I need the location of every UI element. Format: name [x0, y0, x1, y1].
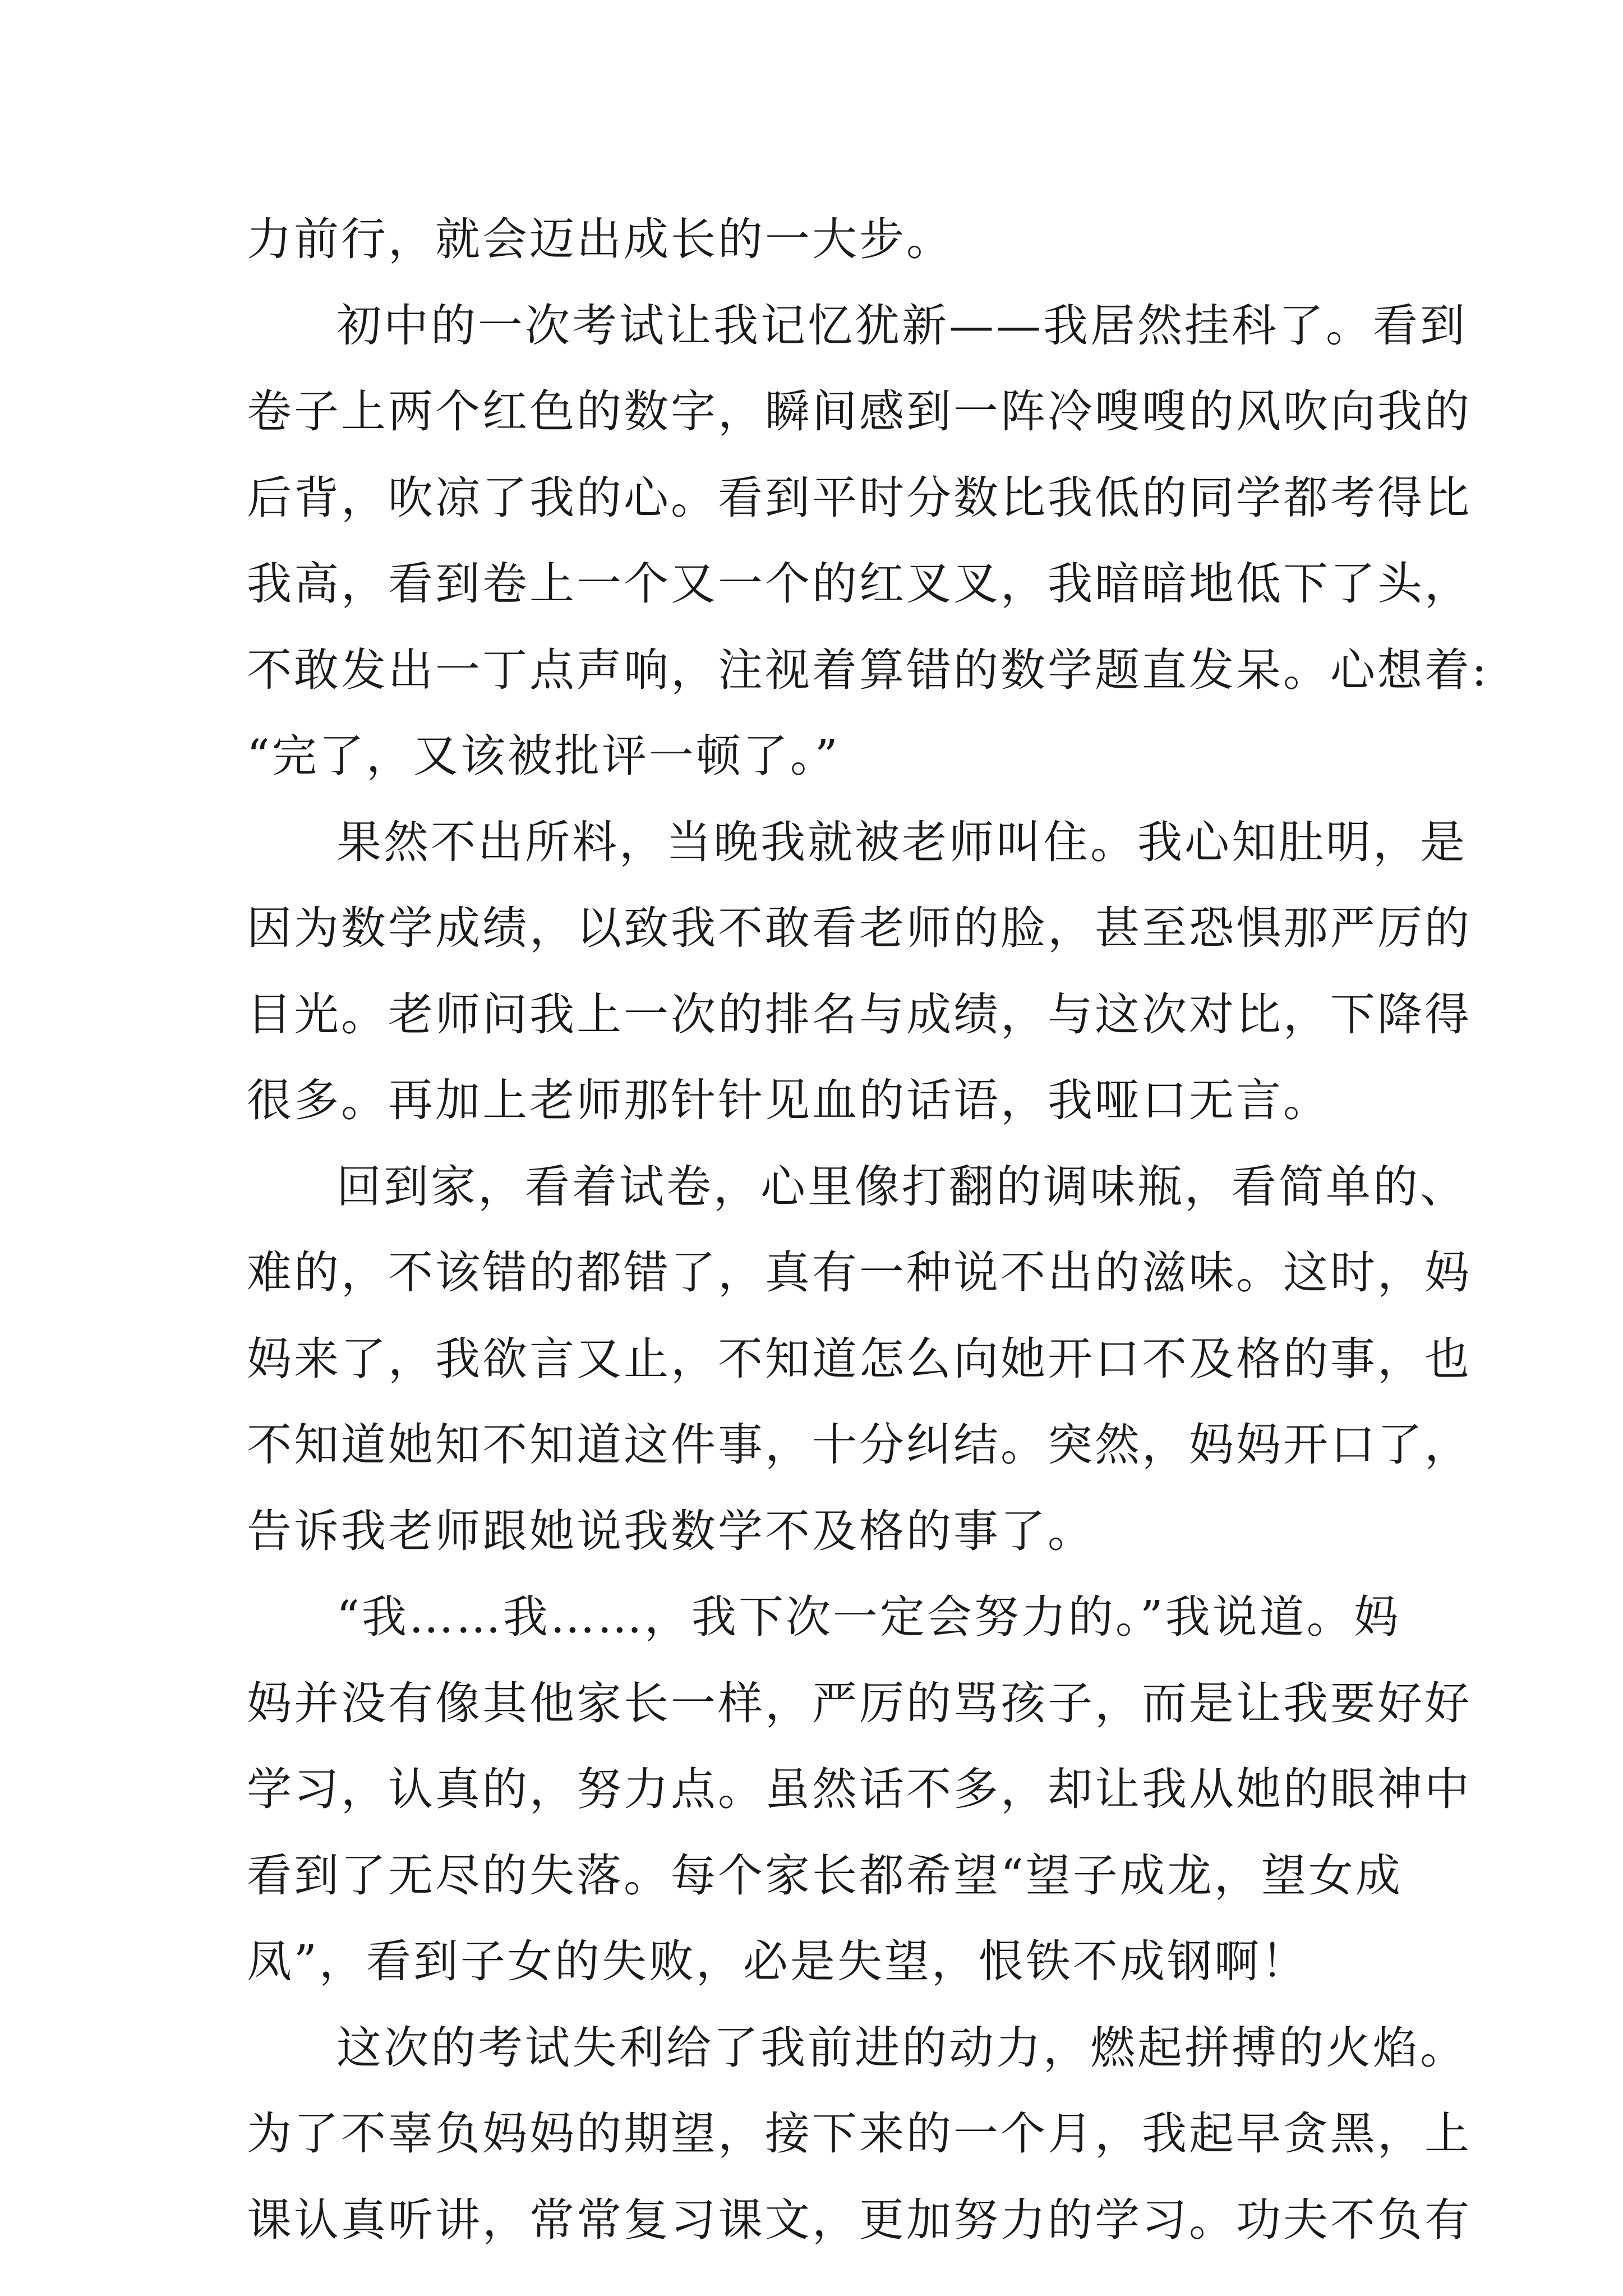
text-line: “完了，又该被批评一顿了。”	[247, 730, 840, 782]
text-line: 告诉我老师跟她说我数学不及格的事了。	[247, 1504, 1095, 1557]
text-line: 看到了无尽的失落。每个家长都希望“望子成龙，望女成	[247, 1849, 1403, 1902]
text-line: 妈来了，我欲言又止，不知道怎么向她开口不及格的事，也	[247, 1332, 1472, 1385]
text-line: 课认真听讲，常常复习课文，更加努力的学习。功夫不负有	[247, 2193, 1472, 2246]
text-line: 果然不出所料，当晚我就被老师叫住。我心知肚明，是	[336, 816, 1467, 868]
text-line: 不敢发出一丁点声响，注视着算错的数学题直发呆。心想着:	[247, 643, 1489, 696]
text-line: 难的，不该错的都错了，真有一种说不出的滋味。这时，妈	[247, 1246, 1472, 1299]
text-line: 妈并没有像其他家长一样，严厉的骂孩子，而是让我要好好	[247, 1677, 1472, 1729]
text-line: 目光。老师问我上一次的排名与成绩，与这次对比，下降得	[247, 988, 1472, 1041]
text-line: 因为数学成绩，以致我不敢看老师的脸，甚至恐惧那严厉的	[247, 902, 1472, 954]
essay-body	[247, 209, 1489, 2275]
text-line: 力前行，就会迈出成长的一大步。	[247, 213, 953, 265]
text-line: 回到家，看着试卷，心里像打翻的调味瓶，看简单的、	[336, 1160, 1467, 1213]
text-line: 不知道她知不知道这件事，十分纠结。突然，妈妈开口了，	[247, 1419, 1472, 1471]
text-line: 学习，认真的，努力点。虽然话不多，却让我从她的眼神中	[247, 1763, 1472, 1815]
text-line: 凤”，看到子女的失败，必是失望，恨铁不成钢啊！	[247, 1935, 1308, 1987]
text-line: 很多。再加上老师那针针见血的话语，我哑口无言。	[247, 1074, 1330, 1126]
text-line: 后背，吹凉了我的心。看到平时分数比我低的同学都考得比	[247, 471, 1472, 524]
text-line: 为了不辜负妈妈的期望，接下来的一个月，我起早贪黑，上	[247, 2108, 1472, 2160]
text-line: 这次的考试失利给了我前进的动力，燃起拼搏的火焰。	[336, 2021, 1467, 2074]
text-line: 初中的一次考试让我记忆犹新——我居然挂科了。看到	[336, 299, 1467, 352]
text-line: 卷子上两个红色的数字，瞬间感到一阵冷嗖嗖的风吹向我的	[247, 385, 1472, 438]
text-line: 我高，看到卷上一个又一个的红叉叉，我暗暗地低下了头，	[247, 558, 1472, 610]
text-line: “我……我……，我下次一定会努力的。”我说道。妈	[336, 1591, 1401, 1643]
